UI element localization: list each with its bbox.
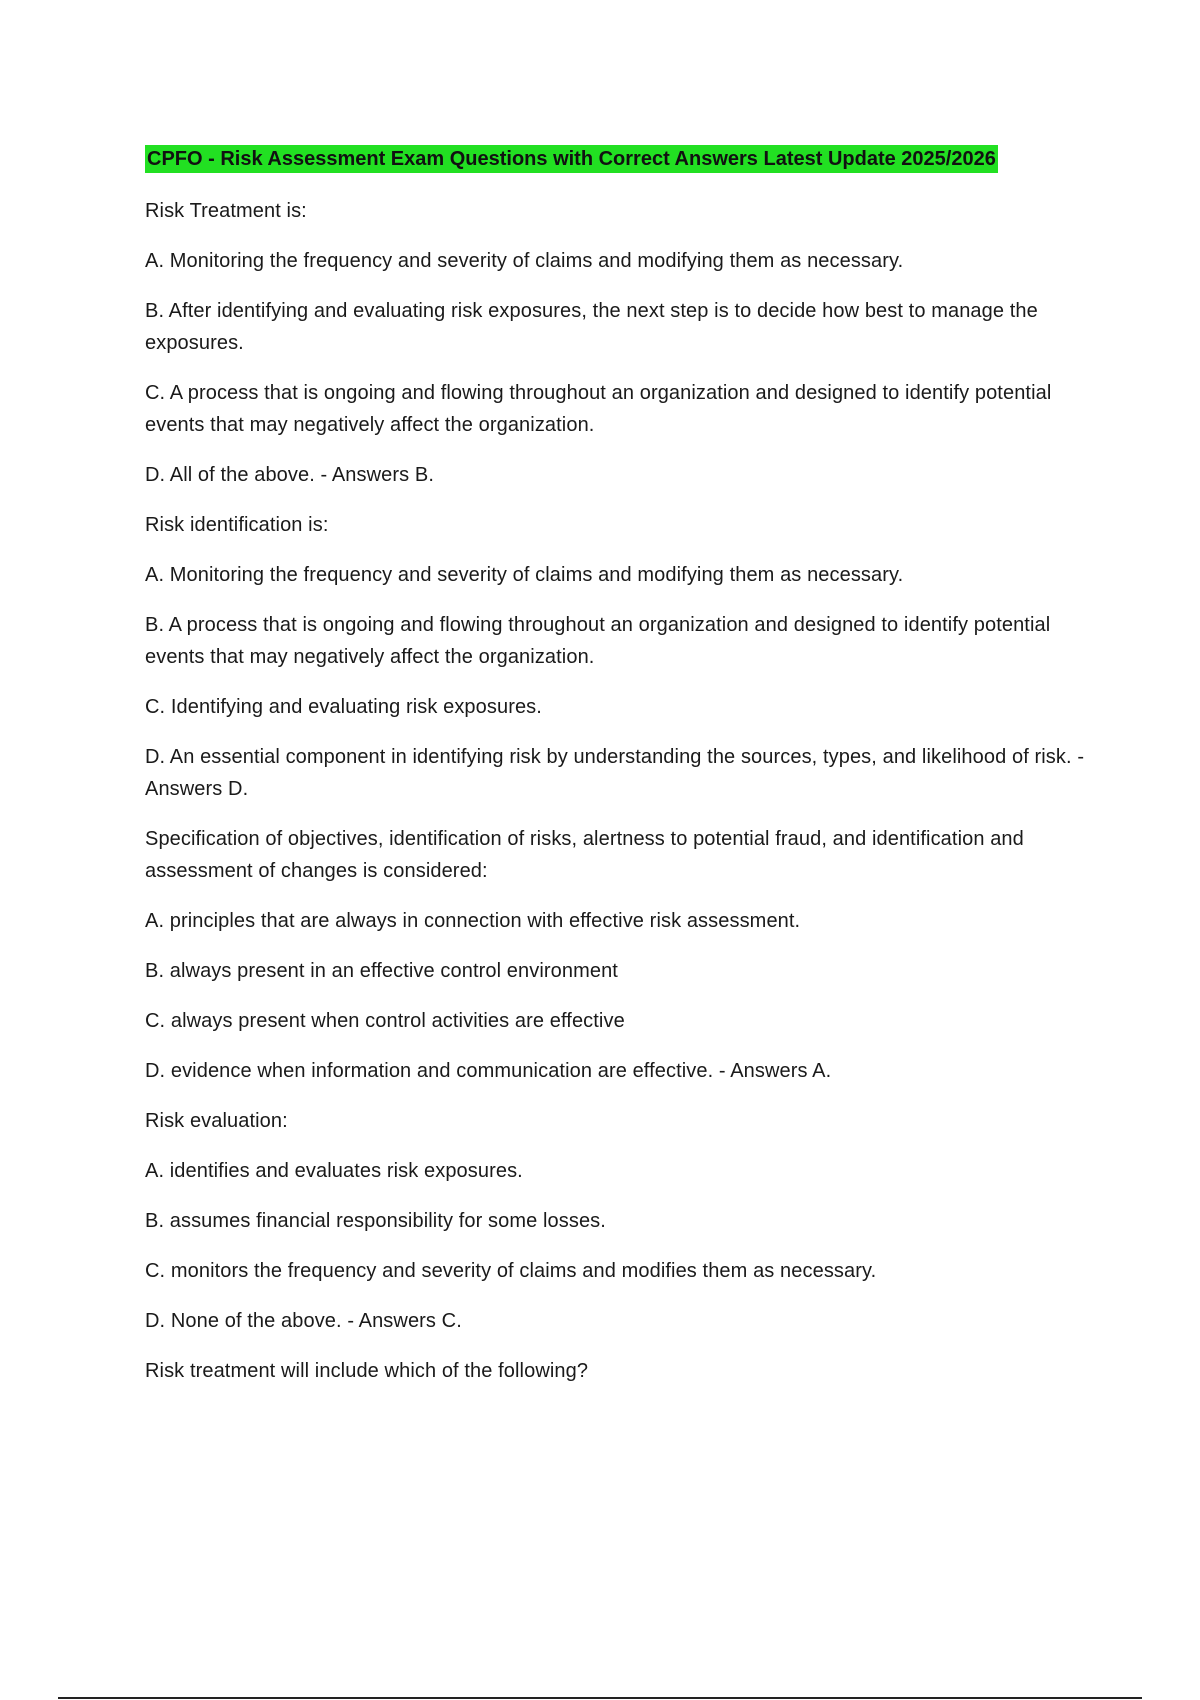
- document-body: [145, 145, 1090, 1405]
- question-1-option-a: A. Monitoring the frequency and severity of claims and modifying them as necessary.: [145, 250, 904, 272]
- question-4-option-a: A. identifies and evaluates risk exposures.: [145, 1160, 523, 1182]
- question-1-option-c: C. A process that is ongoing and flowing throughout an organization and designed to identify potential events that may negatively affect the organization.: [145, 382, 1052, 436]
- question-5-stem: Risk treatment will include which of the following?: [145, 1360, 589, 1382]
- question-3-stem: Specification of objectives, identification of risks, alertness to potential fraud, and identification and assessment of changes is considered:: [145, 828, 1024, 882]
- question-4-option-c: C. monitors the frequency and severity of claims and modifies them as necessary.: [145, 1260, 877, 1282]
- footer-divider: [58, 1697, 1142, 1699]
- question-3-option-b: B. always present in an effective control environment: [145, 960, 618, 982]
- question-2-option-d-answer: D. An essential component in identifying risk by understanding the sources, types, and likelihood of risk. - Answers D.: [145, 746, 1085, 800]
- question-3-option-d-answer: D. evidence when information and communication are effective. - Answers A.: [145, 1060, 832, 1082]
- question-3-option-c: C. always present when control activities are effective: [145, 1010, 625, 1032]
- question-2-option-b: B. A process that is ongoing and flowing throughout an organization and designed to identify potential events that may negatively affect the organization.: [145, 614, 1051, 668]
- question-2-option-c: C. Identifying and evaluating risk exposures.: [145, 696, 542, 718]
- question-4-option-b: B. assumes financial responsibility for some losses.: [145, 1210, 606, 1232]
- question-1-stem: Risk Treatment is:: [145, 200, 307, 222]
- question-1-option-d-answer: D. All of the above. - Answers B.: [145, 464, 434, 486]
- question-4-option-d-answer: D. None of the above. - Answers C.: [145, 1310, 462, 1332]
- question-4-stem: Risk evaluation:: [145, 1110, 288, 1132]
- question-1-option-b: B. After identifying and evaluating risk exposures, the next step is to decide how best to manage the exposures.: [145, 300, 1038, 354]
- question-2-option-a: A. Monitoring the frequency and severity of claims and modifying them as necessary.: [145, 564, 904, 586]
- question-2-stem: Risk identification is:: [145, 514, 329, 536]
- document-title: CPFO - Risk Assessment Exam Questions with Correct Answers Latest Update 2025/2026: [145, 145, 998, 173]
- question-3-option-a: A. principles that are always in connection with effective risk assessment.: [145, 910, 801, 932]
